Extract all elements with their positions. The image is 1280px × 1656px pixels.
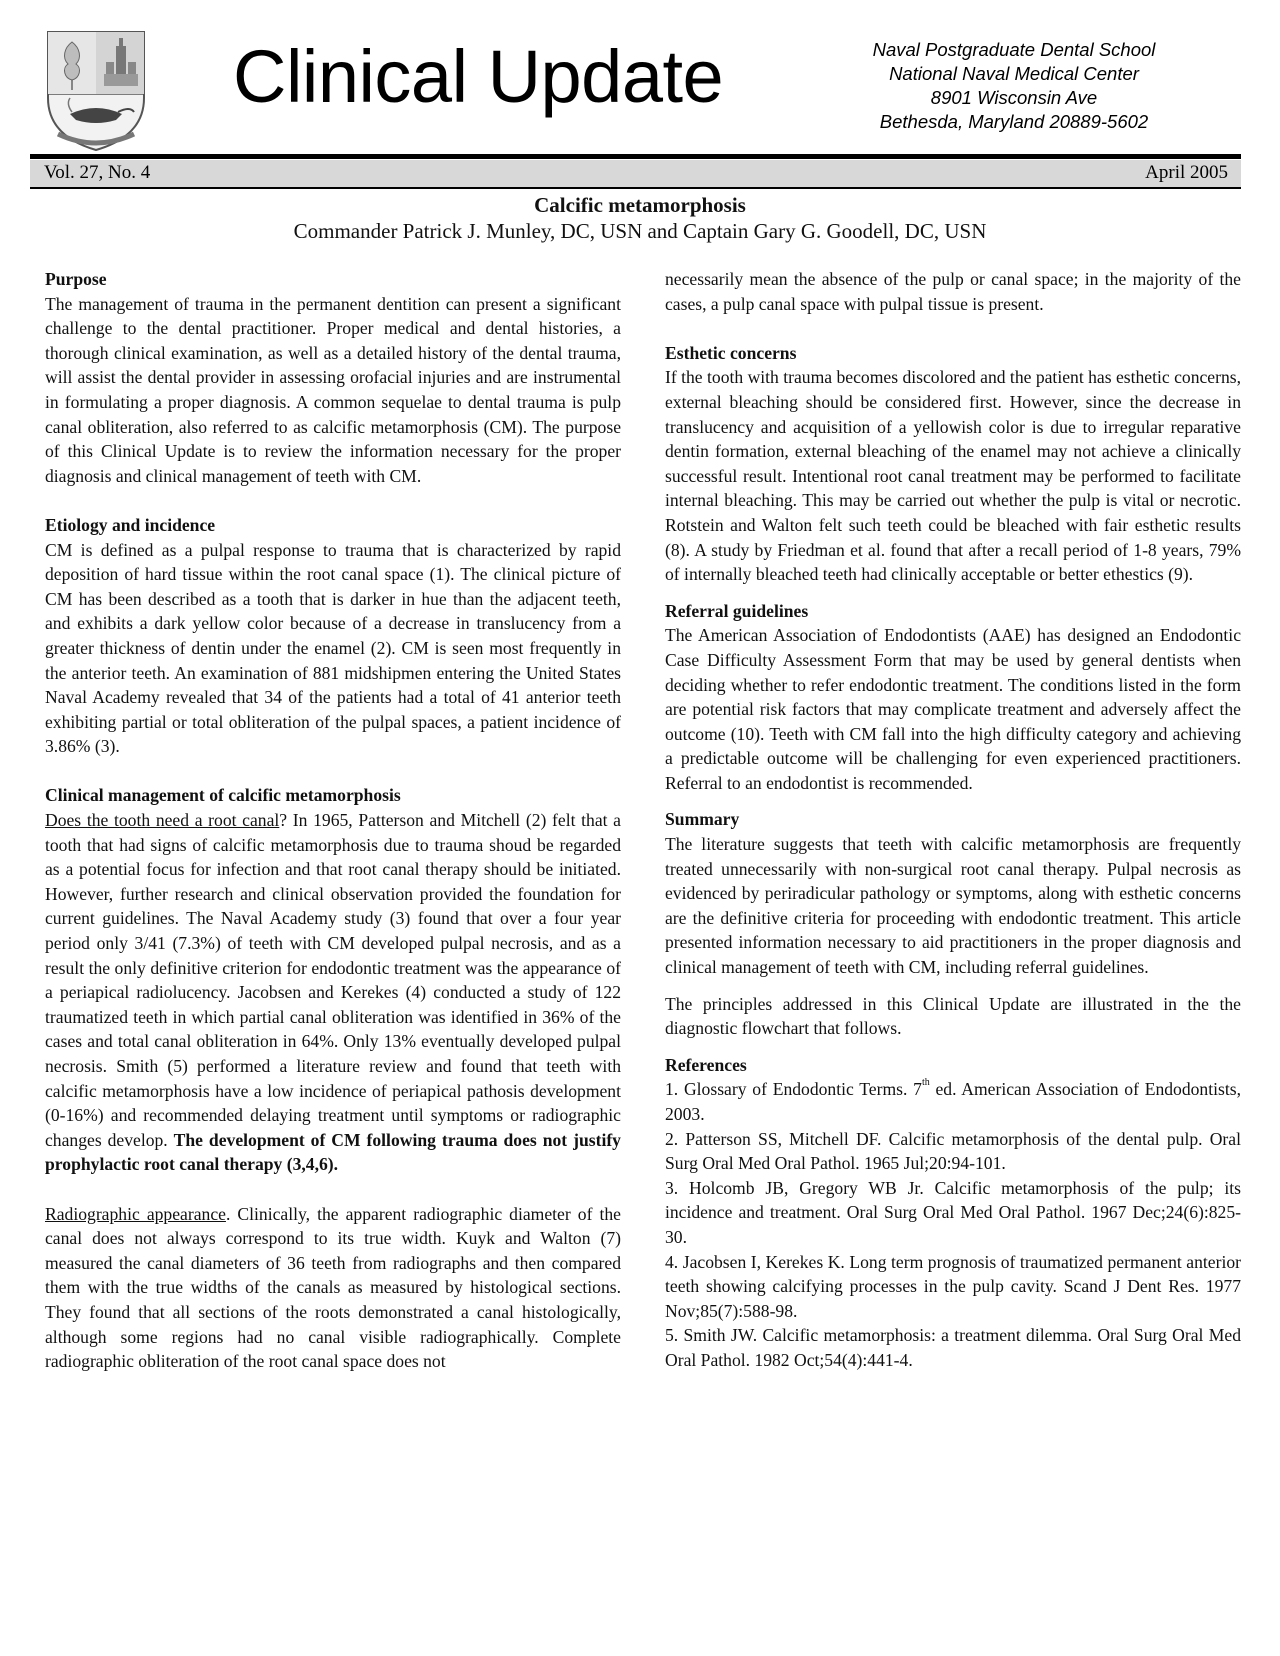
summary-text: The literature suggests that teeth with calcific metamorphosis are frequently treated unnecessarily with non-surgical root canal therapy. Pulpal necrosis as evidenced by periradicular pathology or symptoms, along with esthetic concerns are the definitive criteria for proceeding with endodontic treatment. This article presented information necessary to aid practitioners in the proper diagnosis and clinical management of teeth with CM, including referral guidelines. bbox=[665, 834, 1241, 978]
purpose-text: The management of trauma in the permanent dentition can present a significant challenge to the dental practitioner. Proper medical and dental histories, a thorough clinical examination, as well as a detailed history of the dental trauma, will assist the dental provider in assessing orofacial injuries and are instrumental in formulating a proper diagnosis. A common sequelae to dental trauma is pulp canal obliteration, also referred to as calcific metamorphosis (CM). The purpose of this Clinical Update is to review the information necessary for the proper diagnosis and clinical management of teeth with CM. bbox=[45, 293, 621, 486]
radiographic-text: Radiographic appearance. Clinically, the apparent radiographic diameter of the canal does not always correspond to its true width. Kuyk and Walton (7) measured the canal diameters of 36 teeth from radiographs and then compared them with the true widths of the canals as measured by histological sections. They found that all sections of the roots demonstrated a canal histologically, although some regions had no canal visible radiographically. Complete radiographic obliteration of the root canal space does not bbox=[45, 1203, 621, 1372]
subheading-radiographic: Radiographic appearance bbox=[45, 1203, 226, 1224]
section-heading-referral: Referral guidelines bbox=[665, 600, 809, 621]
institution-address bbox=[844, 38, 1184, 134]
subheading-root-canal: Does the tooth need a root canal bbox=[45, 810, 280, 831]
section-heading-esthetic: Esthetic concerns bbox=[665, 342, 797, 363]
article-authors: Commander Patrick J. Munley, DC, USN and Captain Gary G. Goodell, DC, USN bbox=[293, 219, 987, 243]
section-heading-references: References bbox=[665, 1054, 747, 1075]
address-line: Bethesda, Maryland 20889-5602 bbox=[879, 111, 1149, 132]
reference-item: 1. Glossary of Endodontic Terms. 7th ed. American Association of Endodontists, 2003. bbox=[665, 1077, 1241, 1124]
naval-dental-crest-icon bbox=[44, 28, 148, 154]
address-line: 8901 Wisconsin Ave bbox=[930, 87, 1098, 108]
radiographic-text-continued: necessarily mean the absence of the pulp or canal space; in the majority of the cases, a pulp canal space with pulpal tissue is present. bbox=[665, 269, 1241, 314]
section-heading-summary: Summary bbox=[665, 809, 740, 830]
volume-number: Vol. 27, No. 4 bbox=[44, 162, 151, 183]
issue-bar-rule bbox=[30, 187, 1241, 189]
header-rule bbox=[30, 154, 1241, 159]
reference-item: 2. Patterson SS, Mitchell DF. Calcific metamorphosis of the dental pulp. Oral Surg Oral Med Oral Pathol. 1965 Jul;20:94-101. bbox=[665, 1128, 1241, 1174]
masthead bbox=[0, 0, 1280, 160]
section-heading-etiology: Etiology and incidence bbox=[45, 514, 216, 535]
address-line: Naval Postgraduate Dental School bbox=[872, 39, 1156, 60]
etiology-text: CM is defined as a pulpal response to trauma that is characterized by rapid deposition of hard tissue within the root canal space (1). The clinical picture of CM has been described as a tooth that is darker in hue than the adjacent teeth, and exhibits a dark yellow color because of a decrease in translucency from a greater thickness of dentin under the enamel (2). CM is seen most frequently in the anterior teeth. An examination of 881 midshipmen entering the United States Naval Academy revealed that 34 of the patients had a total of 41 anterior teeth exhibiting partial or total obliteration of the pulpal spaces, a patient incidence of 3.86% (3). bbox=[45, 539, 621, 757]
section-heading-clinical-management: Clinical management of calcific metamorphosis bbox=[45, 785, 401, 806]
summary-flowchart-note: The principles addressed in this Clinical Update are illustrated in the the diagnostic flowchart that follows. bbox=[665, 993, 1241, 1039]
esthetic-text: If the tooth with trauma becomes discolored and the patient has esthetic concerns, external bleaching should be considered first. However, since the decrease in translucency and acquisition of a yellowish color is due to irregular reparative dentin formation, external bleaching of the enamel may not achieve a clinically successful result. Intentional root canal treatment may be performed to facilitate internal bleaching. This may be carried out whether the pulp is vital or necrotic. Rotstein and Walton felt such teeth could be bleached with fair esthetic results (8). A study by Friedman et al. found that after a recall period of 1-8 years, 79% of internally bleached teeth had clinically acceptable or better ethestics (9). bbox=[665, 367, 1242, 585]
article-title: Calcific metamorphosis bbox=[534, 193, 746, 217]
section-heading-purpose: Purpose bbox=[45, 269, 107, 289]
clinical-management-text: Does the tooth need a root canal? In 1965, Patterson and Mitchell (2) felt that a tooth that had signs of calcific metamorphosis due to trauma shoud be regarded as a potential focus for infection and that root canal therapy should be initiated. However, further research and clinical observation provided the foundation for current guidelines. The Naval Academy study (3) found that over a four year period only 3/41 (7.3%) of teeth with CM developed pulpal necrosis, and as a result the only definitive criterion for endodontic treatment was the appearance of a periapical radiolucency. Jacobsen and Kerekes (4) conducted a study of 122 traumatized teeth in which partial canal obliteration was identified in 36% of the cases and total canal obliteration in 64%. Only 13% eventually developed pulpal necrosis. Smith (5) performed a literature review and found that teeth with calcific metamorphosis have a low incidence of periapical pathosis development (0-16%) and recommended delaying treatment until symptoms or radiographic changes develop. The development of CM following trauma does not justify prophylactic root canal therapy (3,4,6). bbox=[45, 810, 621, 1175]
address-line: National Naval Medical Center bbox=[889, 63, 1139, 84]
issue-date: April 2005 bbox=[1145, 162, 1228, 183]
referral-text: The American Association of Endodontists (AAE) has designed an Endodontic Case Difficulty Assessment Form that may be used by general dentists when deciding whether to refer endodontic treatment. The conditions listed in the form are potential risk factors that may complicate treatment and adversely affect the outcome (10). Teeth with CM fall into the high difficulty category and achieving a predictable outcome will be challenging for even experienced practitioners. Referral to an endodontist is recommended. bbox=[665, 625, 1241, 793]
issue-bar bbox=[30, 160, 1241, 187]
right-column bbox=[665, 267, 1241, 1373]
newsletter-title: Clinical Update bbox=[233, 35, 724, 118]
reference-item: 4. Jacobsen I, Kerekes K. Long term prognosis of traumatized permanent anterior teeth showing calcifying processes in the pulp cavity. Scand J Dent Res. 1977 Nov;85(7):588-98. bbox=[665, 1251, 1241, 1321]
key-conclusion: The development of CM following trauma does not justify prophylactic root canal therapy (3,4,6). bbox=[45, 1129, 621, 1175]
reference-item: 5. Smith JW. Calcific metamorphosis: a treatment dilemma. Oral Surg Oral Med Oral Pathol. 1982 Oct;54(4):441-4. bbox=[665, 1325, 1241, 1370]
left-column bbox=[45, 267, 621, 1374]
reference-item: 3. Holcomb JB, Gregory WB Jr. Calcific metamorphosis of the pulp; its incidence and treatment. Oral Surg Oral Med Oral Pathol. 1967 Dec;24(6):825-30. bbox=[665, 1177, 1241, 1247]
